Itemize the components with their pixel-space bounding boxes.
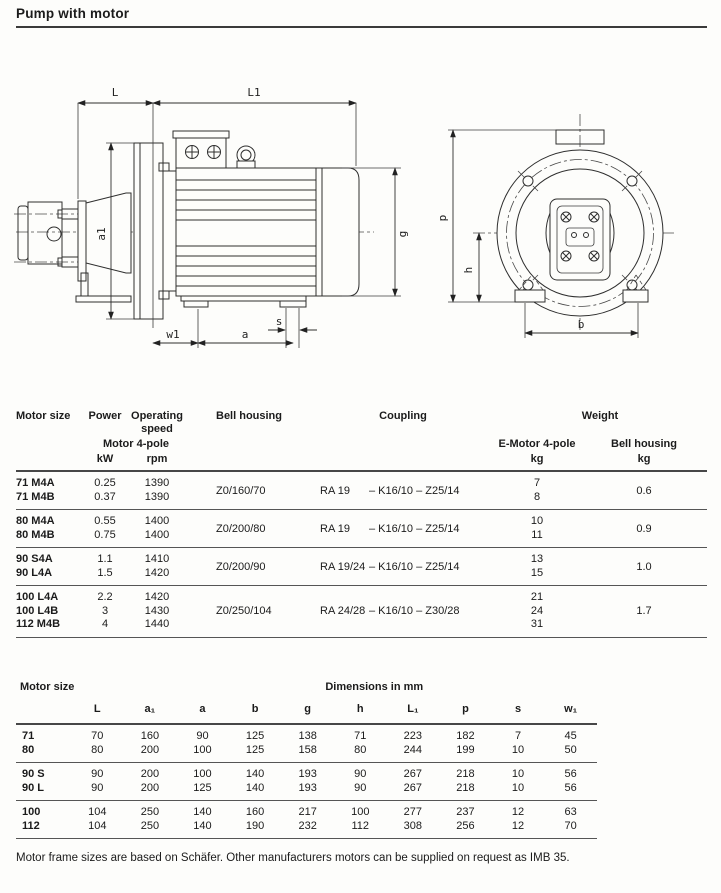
power-cell: 1.5 xyxy=(97,566,113,579)
power-cell: 2.2 xyxy=(97,591,113,603)
dim-value-cell: 200 xyxy=(140,743,160,756)
speed-cell: 1430 xyxy=(144,604,170,617)
weight-cell: 24 xyxy=(530,604,544,617)
power-cell: 0.75 xyxy=(94,528,116,541)
dim-value-cell: 10 xyxy=(511,781,525,794)
dim-size-cell: 90 L xyxy=(22,781,45,794)
motor-selection-table-header xyxy=(16,410,707,472)
dim-col-a1: a₁ xyxy=(144,703,156,715)
dim-col-L1: L₁ xyxy=(407,703,419,715)
col-header-operating-speed xyxy=(126,410,188,438)
motor-size-cell: 80 M4A xyxy=(16,515,55,527)
dim-value-cell: 200 xyxy=(140,768,160,780)
dim-value-cell: 100 xyxy=(193,768,212,780)
dim-value-cell: 193 xyxy=(298,768,317,780)
dim-col-a: a xyxy=(199,703,206,715)
motor-size-cell: 71 M4B xyxy=(16,490,55,503)
dim-value-cell: 7 xyxy=(514,730,522,742)
col-header-speed: speed xyxy=(141,423,173,435)
bell-weight-cell: 1.0 xyxy=(636,560,652,573)
coupling-cell-left: RA 19/24 xyxy=(320,560,366,573)
dim-col-g: g xyxy=(304,703,312,715)
power-cell: 4 xyxy=(101,618,109,630)
table-row-group-71 xyxy=(16,472,707,509)
dim-value-cell: 232 xyxy=(298,819,317,832)
motor-size-cell: 80 M4B xyxy=(16,528,55,541)
dim-value-cell: 140 xyxy=(245,768,265,780)
motor-selection-table xyxy=(16,410,707,638)
unit-rpm: rpm xyxy=(146,453,168,465)
dim-value-cell: 218 xyxy=(456,781,475,794)
col-header-weight: Weight xyxy=(581,410,619,422)
dim-value-cell: 12 xyxy=(511,819,525,832)
coupling-cell-right: – K16/10 – Z25/14 xyxy=(369,522,460,535)
bell-housing-cell: Z0/160/70 xyxy=(216,484,266,497)
dim-label-L1: L1 xyxy=(247,86,261,99)
dim-value-cell: 217 xyxy=(298,806,317,818)
dim-value-cell: 104 xyxy=(88,806,107,818)
table-row-group-90 xyxy=(16,547,707,585)
power-cell: 0.37 xyxy=(94,490,116,503)
weight-cell: 11 xyxy=(531,528,543,541)
power-cell: 0.25 xyxy=(94,477,116,489)
bell-weight-cell: 1.7 xyxy=(636,605,652,618)
pump-motor-side-view-drawing xyxy=(12,76,432,371)
dim-value-cell: 237 xyxy=(456,806,475,818)
unit-kg-emotor: kg xyxy=(530,453,544,465)
weight-cell: 13 xyxy=(530,553,544,565)
page-title: Pump with motor xyxy=(16,6,130,21)
dim-value-cell: 100 xyxy=(351,806,370,818)
weight-cell: 21 xyxy=(530,591,544,603)
speed-cell: 1400 xyxy=(144,515,170,527)
col-header-motor-size: Motor size xyxy=(16,410,71,422)
dim-value-cell: 223 xyxy=(403,730,423,742)
coupling-cell-right: – K16/10 – Z25/14 xyxy=(369,484,460,497)
dim-value-cell: 125 xyxy=(193,781,212,794)
motor-size-cell: 100 L4A xyxy=(16,591,59,603)
speed-cell: 1390 xyxy=(144,477,170,489)
dimensions-table-title-row xyxy=(16,681,597,703)
speed-cell: 1440 xyxy=(144,618,170,630)
power-cell: 1.1 xyxy=(97,553,113,565)
subheader-motor-4pole: Motor 4-pole xyxy=(103,438,169,450)
dimensions-table xyxy=(16,681,597,839)
dim-value-cell: 50 xyxy=(564,743,577,756)
motor-size-cell: 100 L4B xyxy=(16,604,59,617)
dim-label-h: h xyxy=(462,266,475,274)
dim-value-cell: 308 xyxy=(403,819,423,832)
dim-value-cell: 200 xyxy=(140,781,160,794)
col-header-power: Power xyxy=(88,410,122,422)
dim-size-cell: 71 xyxy=(22,730,35,742)
bell-weight-cell: 0.9 xyxy=(636,522,652,535)
power-cell: 3 xyxy=(101,604,109,617)
dim-size-cell: 90 S xyxy=(22,768,45,780)
dim-value-cell: 160 xyxy=(140,730,160,742)
dim-value-cell: 90 xyxy=(354,781,367,794)
coupling-cell-left: RA 24/28 xyxy=(320,605,366,618)
subheader-bell-housing-weight: Bell housing xyxy=(611,438,677,450)
coupling-cell-left: RA 19 xyxy=(320,522,350,535)
dim-value-cell: 193 xyxy=(298,781,317,794)
dim-value-cell: 56 xyxy=(564,768,577,780)
dim-value-cell: 10 xyxy=(511,743,525,756)
dim-value-cell: 70 xyxy=(564,819,577,832)
dim-value-cell: 90 xyxy=(91,768,104,780)
dim-col-h: h xyxy=(356,703,364,715)
dim-value-cell: 250 xyxy=(140,819,160,832)
dim-size-cell: 80 xyxy=(22,743,35,756)
col-header-coupling: Coupling xyxy=(379,410,427,422)
dim-row-group-90 xyxy=(16,762,597,800)
table-row-group-80 xyxy=(16,509,707,547)
dim-value-cell: 244 xyxy=(403,743,423,756)
speed-cell: 1420 xyxy=(144,591,170,603)
dim-label-a1: a1 xyxy=(95,227,108,241)
dim-value-cell: 140 xyxy=(193,819,212,832)
dim-value-cell: 63 xyxy=(564,806,577,818)
speed-cell: 1410 xyxy=(144,553,170,565)
dim-value-cell: 80 xyxy=(354,743,367,756)
dim-value-cell: 45 xyxy=(564,730,577,742)
dim-row-group-71-80 xyxy=(16,725,597,762)
dim-col-s: s xyxy=(514,703,522,715)
dim-value-cell: 250 xyxy=(140,806,160,818)
dim-label-s: s xyxy=(275,315,283,328)
dim-col-p: p xyxy=(462,703,469,715)
dim-value-cell: 140 xyxy=(245,781,265,794)
dim-label-L: L xyxy=(111,86,119,99)
motor-size-cell: 90 L4A xyxy=(16,566,53,579)
dim-col-w1: w₁ xyxy=(564,703,578,715)
dim-value-cell: 125 xyxy=(245,743,265,756)
coupling-cell-right: – K16/10 – Z25/14 xyxy=(369,560,460,573)
dim-label-a: a xyxy=(241,328,249,341)
weight-cell: 7 xyxy=(533,477,541,489)
dim-value-cell: 90 xyxy=(91,781,104,794)
dim-value-cell: 70 xyxy=(91,730,104,742)
coupling-cell-left: RA 19 xyxy=(320,484,350,497)
dim-value-cell: 190 xyxy=(245,819,265,832)
dim-value-cell: 160 xyxy=(245,806,265,818)
weight-cell: 15 xyxy=(530,566,544,579)
dim-row-group-100-112 xyxy=(16,800,597,839)
dim-value-cell: 56 xyxy=(564,781,577,794)
weight-cell: 31 xyxy=(530,618,544,630)
dim-label-w1: w1 xyxy=(166,328,180,341)
weight-cell: 8 xyxy=(533,490,541,503)
dim-value-cell: 199 xyxy=(456,743,475,756)
dim-value-cell: 182 xyxy=(456,730,475,742)
dim-value-cell: 277 xyxy=(403,806,423,818)
dim-value-cell: 71 xyxy=(354,730,367,742)
pump-motor-front-view-drawing xyxy=(433,98,715,370)
bell-housing-cell: Z0/200/90 xyxy=(216,560,266,573)
dim-value-cell: 112 xyxy=(351,819,370,832)
dimensions-table-column-header-row xyxy=(16,703,597,725)
speed-cell: 1400 xyxy=(144,528,170,541)
dim-value-cell: 10 xyxy=(511,768,525,780)
bell-housing-cell: Z0/250/104 xyxy=(216,605,272,618)
coupling-cell-right: – K16/10 – Z30/28 xyxy=(369,605,460,618)
bell-housing-cell: Z0/200/80 xyxy=(216,522,266,535)
dim-label-b: b xyxy=(577,318,585,331)
col-header-operating: Operating xyxy=(131,410,183,422)
footnote: Motor frame sizes are based on Schäfer. Other manufacturers motors can be supplied on request as IMB 35. xyxy=(16,852,570,864)
dim-value-cell: 90 xyxy=(196,730,209,742)
subheader-emotor-4pole: E-Motor 4-pole xyxy=(498,438,576,450)
unit-kw: kW xyxy=(96,453,114,465)
motor-size-cell: 90 S4A xyxy=(16,553,53,565)
dim-value-cell: 267 xyxy=(403,768,423,780)
bell-weight-cell: 0.6 xyxy=(636,484,652,497)
speed-cell: 1390 xyxy=(144,490,170,503)
dim-size-cell: 100 xyxy=(22,806,41,818)
dim-value-cell: 158 xyxy=(298,743,317,756)
motor-size-cell: 112 M4B xyxy=(16,618,61,630)
dim-value-cell: 218 xyxy=(456,768,475,780)
motor-size-cell: 71 M4A xyxy=(16,477,55,489)
power-cell: 0.55 xyxy=(94,515,116,527)
dim-label-g: g xyxy=(396,230,409,238)
weight-cell: 10 xyxy=(530,515,544,527)
dim-value-cell: 12 xyxy=(511,806,525,818)
dim-col-b: b xyxy=(251,703,259,715)
dim-value-cell: 90 xyxy=(354,768,367,780)
dim-size-cell: 112 xyxy=(22,819,40,832)
dim-label-p: p xyxy=(436,214,449,222)
dim-value-cell: 80 xyxy=(91,743,104,756)
dimensions-in-mm-label: Dimensions in mm xyxy=(325,681,424,693)
dim-value-cell: 100 xyxy=(193,743,212,756)
dim-col-L: L xyxy=(93,703,101,715)
unit-kg-bell: kg xyxy=(637,453,651,465)
table-row-group-100-112 xyxy=(16,585,707,638)
speed-cell: 1420 xyxy=(144,566,170,579)
dim-value-cell: 256 xyxy=(456,819,475,832)
dims-motor-size-label: Motor size xyxy=(20,681,75,693)
col-header-bell-housing: Bell housing xyxy=(216,410,282,422)
title-rule xyxy=(16,26,707,28)
dim-value-cell: 138 xyxy=(298,730,317,742)
dim-value-cell: 104 xyxy=(88,819,107,832)
dim-value-cell: 267 xyxy=(403,781,423,794)
dim-value-cell: 125 xyxy=(245,730,265,742)
dim-value-cell: 140 xyxy=(193,806,212,818)
